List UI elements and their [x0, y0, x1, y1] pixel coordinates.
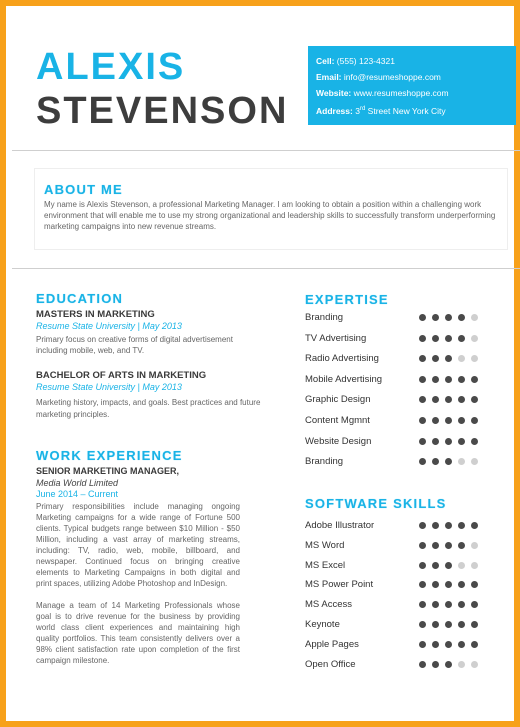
rating-dot-filled	[445, 458, 452, 465]
skill-rating	[419, 458, 484, 466]
skill-row	[305, 413, 493, 429]
rating-dot-filled	[419, 542, 426, 549]
rating-dot-filled	[471, 641, 478, 648]
degree: BACHELOR OF ARTS IN MARKETING	[36, 370, 207, 381]
rating-dot-filled	[445, 601, 452, 608]
rating-dot-filled	[445, 335, 452, 342]
rating-dot-filled	[419, 458, 426, 465]
rating-dot-filled	[419, 438, 426, 445]
rating-dot-filled	[432, 355, 439, 362]
skill-rating	[419, 641, 484, 649]
rating-dot-filled	[445, 417, 452, 424]
skill-label: Apple Pages	[305, 638, 359, 650]
rating-dot-filled	[445, 542, 452, 549]
skill-rating	[419, 417, 484, 425]
divider-top	[12, 150, 520, 151]
rating-dot-filled	[432, 417, 439, 424]
skill-row	[305, 577, 493, 593]
rating-dot-filled	[432, 562, 439, 569]
skill-label: MS Power Point	[305, 579, 374, 591]
contact-cell: Cell: (555) 123-4321	[316, 56, 395, 66]
rating-dot-filled	[419, 522, 426, 529]
rating-dot-filled	[445, 522, 452, 529]
school: Resume State University | May 2013	[36, 321, 182, 331]
skill-row	[305, 617, 493, 633]
skill-row	[305, 392, 493, 408]
rating-dot-empty	[458, 458, 465, 465]
skill-row	[305, 454, 493, 470]
rating-dot-filled	[445, 376, 452, 383]
skill-label: Adobe Illustrator	[305, 520, 375, 531]
skill-row	[305, 637, 493, 653]
skill-rating	[419, 314, 484, 322]
rating-dot-empty	[471, 355, 478, 362]
rating-dot-filled	[432, 542, 439, 549]
skill-label: Open Office	[305, 658, 356, 670]
rating-dot-filled	[432, 581, 439, 588]
skill-row	[305, 434, 493, 450]
rating-dot-filled	[458, 438, 465, 445]
divider-middle	[12, 268, 520, 269]
rating-dot-filled	[432, 661, 439, 668]
rating-dot-filled	[432, 396, 439, 403]
rating-dot-empty	[471, 335, 478, 342]
work-item	[36, 465, 240, 666]
work-title: WORK EXPERIENCE	[36, 448, 183, 463]
rating-dot-filled	[445, 661, 452, 668]
skill-row	[305, 558, 493, 574]
rating-dot-filled	[458, 396, 465, 403]
degree-description: Primary focus on creative forms of digital advertisement including mobile, web, and TV.	[36, 335, 233, 355]
rating-dot-empty	[471, 542, 478, 549]
skill-row	[305, 331, 493, 347]
expertise-title: EXPERTISE	[305, 292, 389, 307]
rating-dot-filled	[471, 601, 478, 608]
skill-rating	[419, 562, 484, 570]
rating-dot-filled	[419, 396, 426, 403]
rating-dot-filled	[445, 621, 452, 628]
skill-rating	[419, 376, 484, 384]
skill-label: Branding	[305, 312, 344, 323]
skill-label: TV Advertising	[305, 332, 367, 344]
job-dates: June 2014 – Current	[36, 489, 119, 499]
rating-dot-filled	[458, 601, 465, 608]
degree: MASTERS IN MARKETING	[36, 309, 155, 320]
skill-rating	[419, 522, 484, 530]
last-name: STEVENSON	[36, 90, 289, 132]
skill-label: Radio Advertising	[305, 353, 379, 365]
rating-dot-empty	[458, 355, 465, 362]
skill-row	[305, 597, 493, 613]
skill-rating	[419, 621, 484, 629]
rating-dot-filled	[445, 641, 452, 648]
rating-dot-filled	[419, 661, 426, 668]
rating-dot-filled	[419, 641, 426, 648]
rating-dot-filled	[445, 438, 452, 445]
degree-description: Marketing history, impacts, and goals. Best practices and future marketing principles.	[36, 398, 261, 419]
rating-dot-filled	[419, 581, 426, 588]
rating-dot-filled	[445, 314, 452, 321]
about-title: ABOUT ME	[44, 182, 123, 197]
skill-rating	[419, 438, 484, 446]
rating-dot-filled	[458, 522, 465, 529]
about-text: My name is Alexis Stevenson, a professional Marketing Manager. I am looking to obtain a position within a challenging work environment that will enable me to use my strong organizational and leadership skills to successfully transform underperforming marketing campaigns into new revenue streams.	[44, 200, 496, 231]
rating-dot-filled	[419, 335, 426, 342]
rating-dot-filled	[419, 621, 426, 628]
rating-dot-filled	[458, 621, 465, 628]
rating-dot-filled	[419, 355, 426, 362]
contact-email: Email: info@resumeshoppe.com	[316, 72, 441, 82]
rating-dot-filled	[419, 417, 426, 424]
company: Media World Limited	[36, 478, 119, 488]
rating-dot-filled	[419, 601, 426, 608]
rating-dot-filled	[432, 621, 439, 628]
skill-label: Branding	[305, 456, 344, 468]
rating-dot-filled	[458, 376, 465, 383]
rating-dot-filled	[458, 314, 465, 321]
rating-dot-filled	[432, 335, 439, 342]
skill-label: Mobile Advertising	[305, 373, 383, 385]
rating-dot-filled	[471, 417, 478, 424]
rating-dot-filled	[445, 355, 452, 362]
first-name: ALEXIS	[36, 46, 186, 88]
skill-row	[305, 310, 493, 326]
rating-dot-filled	[432, 601, 439, 608]
skill-row	[305, 657, 493, 673]
skill-label: Content Mgmnt	[305, 415, 370, 426]
rating-dot-filled	[458, 641, 465, 648]
rating-dot-filled	[419, 314, 426, 321]
education-item	[36, 308, 272, 356]
skill-rating	[419, 661, 484, 669]
rating-dot-filled	[432, 376, 439, 383]
skill-rating	[419, 396, 484, 404]
rating-dot-filled	[471, 438, 478, 445]
rating-dot-filled	[471, 522, 478, 529]
software-title: SOFTWARE SKILLS	[305, 496, 447, 511]
rating-dot-filled	[445, 562, 452, 569]
skill-label: Graphic Design	[305, 394, 371, 406]
rating-dot-filled	[458, 417, 465, 424]
rating-dot-filled	[458, 335, 465, 342]
rating-dot-filled	[419, 376, 426, 383]
rating-dot-filled	[471, 396, 478, 403]
rating-dot-empty	[471, 458, 478, 465]
skill-row	[305, 538, 493, 554]
rating-dot-filled	[471, 376, 478, 383]
contact-website: Website: www.resumeshoppe.com	[316, 88, 449, 98]
rating-dot-filled	[432, 458, 439, 465]
rating-dot-filled	[445, 396, 452, 403]
contact-box	[308, 46, 516, 125]
skill-rating	[419, 355, 484, 363]
rating-dot-filled	[471, 621, 478, 628]
education-title: EDUCATION	[36, 291, 124, 306]
rating-dot-filled	[432, 438, 439, 445]
rating-dot-empty	[471, 562, 478, 569]
rating-dot-filled	[458, 542, 465, 549]
rating-dot-empty	[471, 661, 478, 668]
skill-label: Keynote	[305, 619, 340, 630]
skill-row	[305, 372, 493, 388]
rating-dot-empty	[458, 562, 465, 569]
education-item	[36, 369, 272, 421]
skill-row	[305, 351, 493, 367]
job-description-2: Manage a team of 14 Marketing Professionals whose goal is to drive revenue for the business by providing world class client experiences and maintaining high quality portfolios. This team consistently delivers over a 98% client satisfaction rate upon completion of the first campaign milestone.	[36, 601, 240, 665]
skill-rating	[419, 335, 484, 343]
skill-label: MS Access	[305, 599, 352, 611]
contact-address: Address: 3rd Street New York City	[316, 105, 446, 116]
skill-label: Website Design	[305, 435, 372, 447]
rating-dot-filled	[458, 581, 465, 588]
rating-dot-empty	[471, 314, 478, 321]
skill-rating	[419, 542, 484, 550]
rating-dot-filled	[471, 581, 478, 588]
skill-rating	[419, 601, 484, 609]
skill-label: MS Word	[305, 539, 345, 551]
rating-dot-filled	[445, 581, 452, 588]
job-description-1: Primary responsibilities include managing ongoing Marketing campaigns for a wide range of Fortune 500 clients. Typical budgets range between $10 Million - $50 Million, including a vast array of marketing streams, including: TV, radio, web, mobile, billboard, and newspaper. Continued focus on bringing creative elements to Marketing Campaigns in both digital and print spaces, utilizing Adobe Photoshop and InDesign.	[36, 502, 240, 588]
skill-row	[305, 518, 493, 534]
rating-dot-empty	[458, 661, 465, 668]
school: Resume State University | May 2013	[36, 382, 182, 392]
skill-rating	[419, 581, 484, 589]
rating-dot-filled	[432, 314, 439, 321]
skill-label: MS Excel	[305, 559, 346, 571]
rating-dot-filled	[432, 641, 439, 648]
rating-dot-filled	[419, 562, 426, 569]
rating-dot-filled	[432, 522, 439, 529]
job-title: SENIOR MARKETING MANAGER,	[36, 466, 180, 476]
